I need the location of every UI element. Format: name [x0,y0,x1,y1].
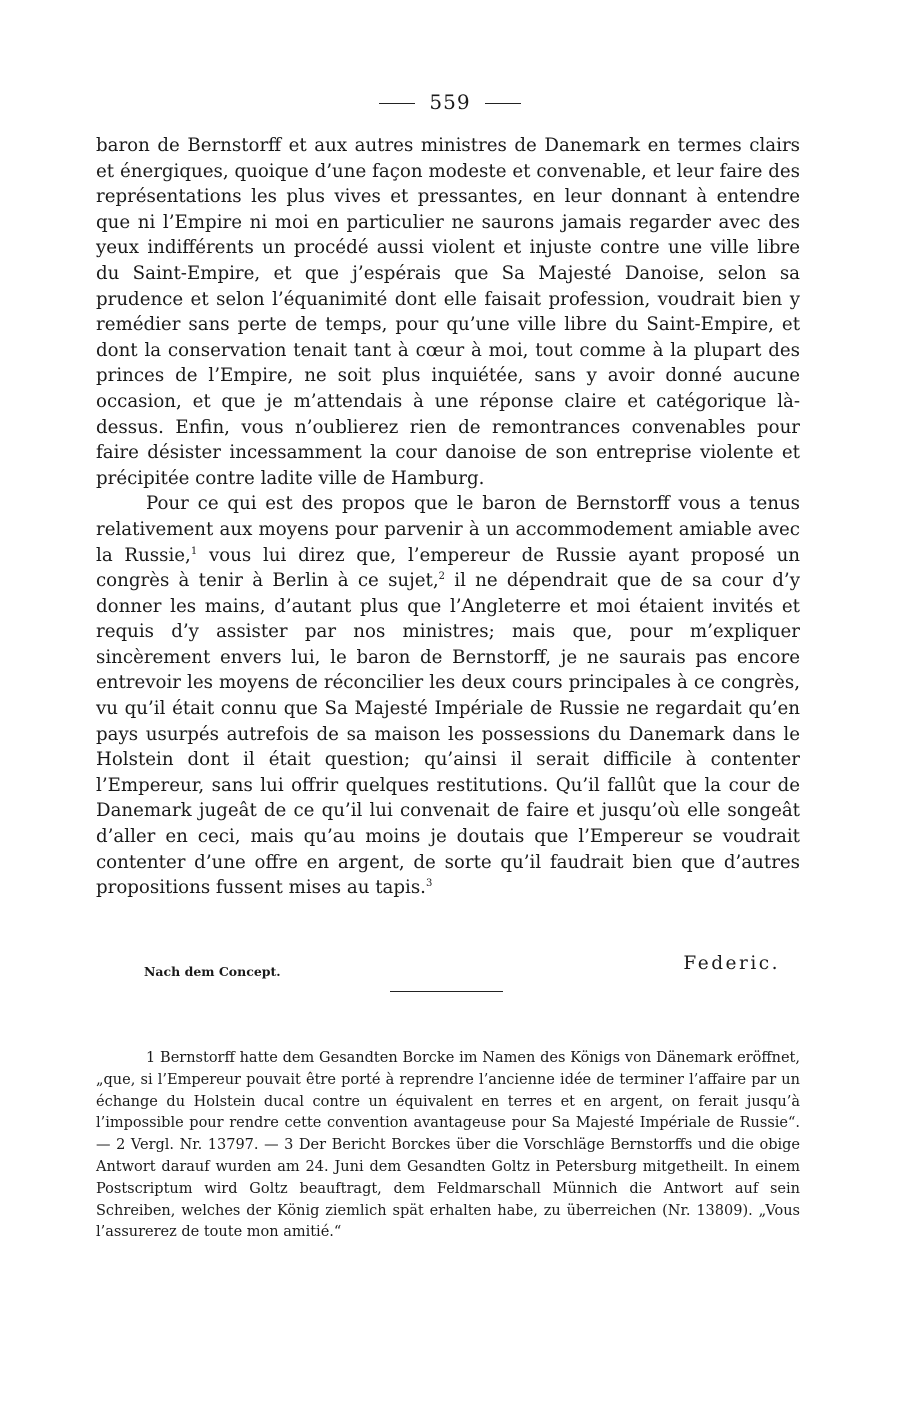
footnote-2-marker: 2 [116,1137,126,1154]
page-header [0,88,900,116]
header-rule-right [485,103,521,104]
closing-row [96,953,800,983]
section-divider [390,991,503,992]
paragraph-2 [96,491,800,901]
footnote-2-text: Vergl. Nr. 13797. — [125,1137,285,1154]
footnote-ref-1: 1 [190,545,198,557]
page-number: 559 [429,90,471,114]
header-rule-left [379,103,415,104]
paragraph-2-part-2: vous lui direz que, l’empereur de Russie ayant proposé un congrès à tenir à Berlin à ce sujet, [96,544,800,592]
paragraph-1: baron de Bernstorff et aux autres ministres de Danemark en termes clairs et énergiques, quoique d’une façon modeste et convenable, et leur faire des représentations les plus vives et pressantes, en leur donnant à entendre que ni l’Empire ni moi en particulier ne saurons jamais regarder avec des yeux indifférents un procédé aussi violent et injuste contre une ville libre du Saint-Empire, et que j’espérais que Sa Majesté Danoise, selon sa prudence et selon l’équanimité dont elle faisait profession, voudrait bien y remédier sans perte de temps, pour qu’une ville libre du Saint-Empire, et dont la conservation tenait tant à cœur à moi, tout comme à la plupart des princes de l’Empire, ne soit plus inquiétée, sans y avoir donné aucune occasion, et que je m’attendais à une réponse claire et catégorique là-dessus. Enfin, vous n’oublierez rien de remontrances convenables pour faire désister incessamment la cour danoise de son entreprise violente et précipitée contre ladite ville de Hamburg. [96,135,800,489]
footnote-block [96,1048,800,1244]
signature: Federic. [683,953,780,974]
footnotes [96,1048,800,1244]
main-text [96,133,800,901]
paragraph-2-part-1: Pour ce qui est des propos que le baron de Bernstorff vous a tenus relativement aux moyens pour parvenir à un accommodement amiable avec la Russie, [96,493,800,566]
footnote-1-marker: 1 [146,1050,156,1066]
source-note: Nach dem Concept. [144,964,281,979]
footnote-ref-3: 3 [425,878,433,890]
footnote-3-text: Der Bericht Borckes über die Vorschläge Bernstorffs und die obige Antwort darauf wurden am 24. Juni dem Gesandten Goltz in Petersburg mitgetheilt. In einem Postscriptum wird Goltz beauftragt, dem Feldmarschall Münnich die Antwort auf sein Schreiben, welches der König ziemlich spät erhalten habe, zu überreichen (Nr. 13809). „Vous l’assurerez de toute mon amitié.“ [96,1137,801,1241]
paragraph-2-part-3: il ne dépendrait que de sa cour d’y donner les mains, d’autant plus que l’Angleterre et moi étaient invités et requis d’y assister par nos ministres; mais que, pour m’expliquer sincèrement envers lui, le baron de Bernstorff, je ne saurais pas encore entrevoir les moyens de réconcilier les deux cours principales à ce congrès, vu qu’il était connu que Sa Majesté Impériale de Russie ne regardait qu’en pays usurpés autrefois de sa maison les possessions du Danemark dans le Holstein dont il était question; qu’ainsi il serait difficile à contenter l’Empereur, sans lui offrir quelques restitutions. Qu’il fallût que la cour de Danemark jugeât de ce qu’il lui convenait de faire et jusqu’où elle songeât d’aller en ceci, mais qu’au moins je doutais que l’Empereur se voudrait contenter d’une offre en argent, de sorte qu’il faudrait bien que d’autres propositions fussent mises au tapis. [96,570,800,899]
footnote-3-marker: 3 [284,1137,294,1154]
footnote-ref-2: 2 [438,571,445,583]
footnote-1-text: Bernstorff hatte dem Gesandten Borcke im Namen des Königs von Dänemark eröffnet, „que, si l’Empereur pouvait être porté à reprendre l’ancienne idée de terminer l’affaire par un échange du Holstein ducal contre un équivalent en terres et en argent, on ferait jusqu’à l’impossible pour rendre cette convention avantageuse pour Sa Majesté Impériale de Russie“. — [96,1050,800,1154]
